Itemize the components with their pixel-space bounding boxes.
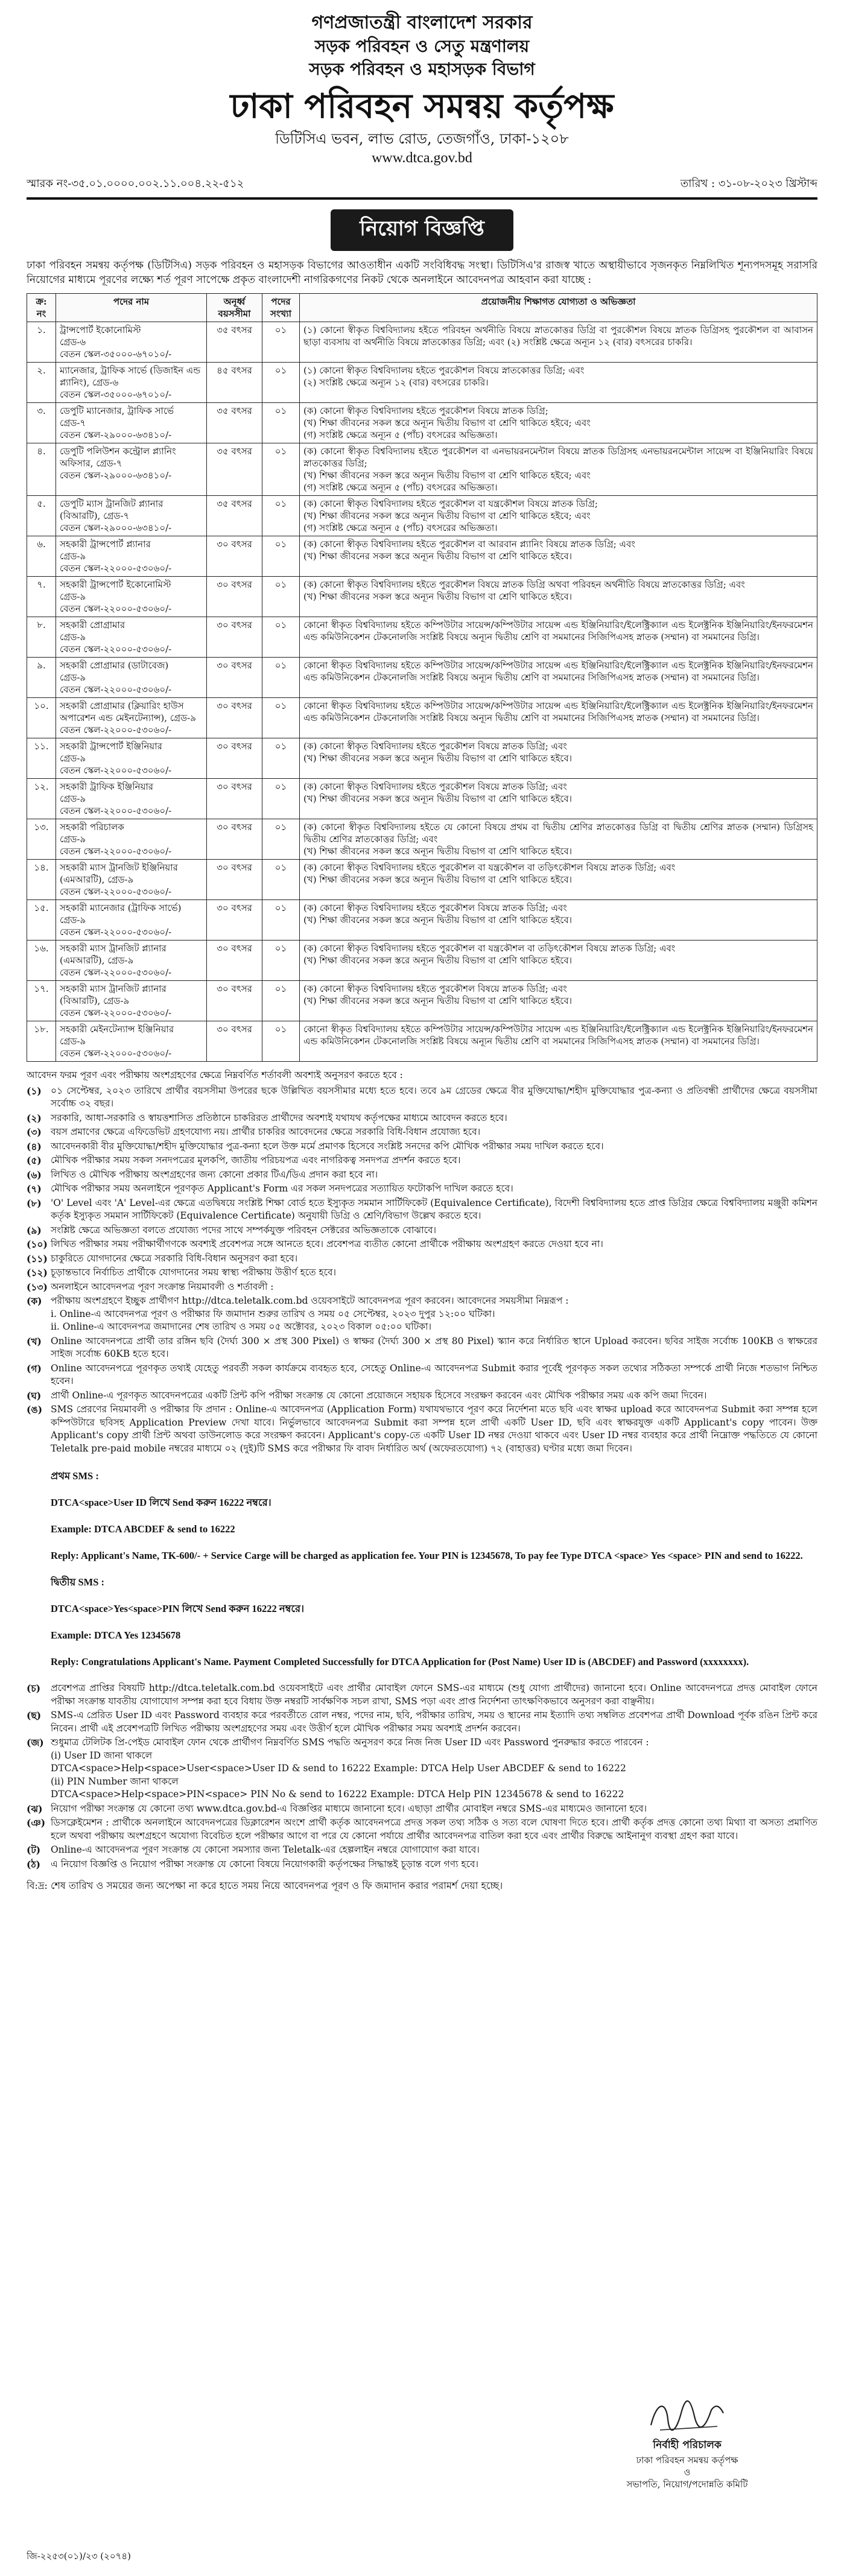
rule-text: ডিসক্লেইমেশন : প্রার্থীকে অনলাইনে আবেদনপত্রের ডিক্লারেশন অংশে প্রার্থী কর্তৃক আবেদনপত্রে প্রদত্ত সকল তথ্য সঠিক ও সত্য বলে ঘোষণা দিতে হবে। প্রার্থী কর্তৃক প্রদত্ত কোনো তথ্য মিথ্যা বা অসত্য প্রমাণিত হলে অথবা পরীক্ষায় অংশগ্রহণে অযোগ্য বিবেচিত হলে পরীক্ষার আগে বা পরে যে কোনো পর্যায়ে প্রার্থীর আবেদনপত্র বাতিল করা হবে এবং প্রার্থীর বিরুদ্ধে আইনানুগ ব্যবস্থা গ্রহণ করা যাবে।	[51, 1817, 817, 1841]
rule-index: (১৩)	[27, 1281, 48, 1293]
row-post-count: ০১	[262, 860, 300, 900]
col-header-age: অনূর্ধ্ব বয়সসীমা	[207, 294, 262, 322]
rule-text: মৌখিক পরীক্ষার সময় অনলাইনে পূরণকৃত Applicant's Form এর সকল সনদপত্রের সত্যায়িত ফটোকপি দাখিল করতে হবে।	[51, 1183, 513, 1194]
rule-item	[27, 1844, 817, 1857]
office-address: ডিটিসিএ ভবন, লাভ রোড, তেজগাঁও, ঢাকা-১২০৮	[275, 130, 569, 147]
rule-item	[27, 1112, 817, 1125]
signatory-title: নির্বাহী পরিচালক	[653, 2439, 722, 2451]
letterhead	[27, 11, 817, 168]
rule-text: এ নিয়োগ বিজ্ঞপ্তি ও নিয়োগ পরীক্ষা সংক্রান্ত যে কোনো বিষয়ে নিয়োগকারী কর্তৃপক্ষের সিদ্ধান্তই চূড়ান্ত বলে গণ্য হবে।	[51, 1858, 479, 1870]
row-post-name: সহকারী ট্রাফিক ইঞ্জিনিয়ার গ্রেড-৯ বেতন স্কেল-২২০০০-৫৩০৬০/-	[56, 779, 207, 819]
row-age-limit: ৩৫ বৎসর	[207, 443, 262, 496]
table-row	[27, 819, 817, 860]
rule-index: (৭)	[27, 1183, 42, 1194]
table-row	[27, 900, 817, 941]
row-serial: ৮.	[27, 617, 56, 658]
rule-text: প্রার্থী Online-এ পূরণকৃত আবেদনপত্রের একটি প্রিন্ট কপি পরীক্ষা সংক্রান্ত যে কোনো প্রয়োজনে সহায়ক হিসেবে সংরক্ষণ করবেন এবং মৌখিক পরীক্ষার সময় এক কপি জমা দিবেন।	[51, 1389, 707, 1401]
govt-name: গণপ্রজাতন্ত্রী বাংলাদেশ সরকার	[311, 12, 533, 33]
row-qualification: (ক) কোনো স্বীকৃত বিশ্ববিদ্যালয় হইতে যে কোনো বিষয়ে প্রথম বা দ্বিতীয় শ্রেণির স্নাতকোত্তর ডিগ্রি বা দ্বিতীয় শ্রেণির স্নাতক (সম্মান) ডিগ্রিসহ দ্বিতীয় শ্রেণির স্নাতকোত্তর ডিগ্রি; এবং (খ) শিক্ষা জীবনের সকল স্তরে অন্যূন দ্বিতীয় বিভাগ বা শ্রেণি থাকিতে হইবে।	[300, 819, 817, 860]
row-serial: ১২.	[27, 779, 56, 819]
row-age-limit: ৩০ বৎসর	[207, 617, 262, 658]
row-post-count: ০১	[262, 322, 300, 363]
rule-item	[27, 1335, 817, 1361]
row-qualification: (ক) কোনো স্বীকৃত বিশ্ববিদ্যালয় হইতে পুরকৌশল বিষয়ে স্নাতক ডিগ্রি; এবং (খ) শিক্ষা জীবনের সকল স্তরে অন্যূন দ্বিতীয় বিভাগ বা শ্রেণি থাকিতে হইবে।	[300, 981, 817, 1021]
rule-index: (ঘ)	[27, 1389, 42, 1401]
row-age-limit: ৩০ বৎসর	[207, 577, 262, 617]
rule-text: শুধুমাত্র টেলিটক প্রি-পেইড মোবাইল ফোন থেকে প্রার্থীগণ নিম্নবর্ণিত SMS পদ্ধতি অনুসরণ করে নিজ নিজ User ID এবং Password পুনরুদ্ধার করতে পারবেন : (i) User ID জানা থাকলে DTCA<space>Help<space>User<space>User ID & send to 16222 Example: DTCA Help User ABCDEF & send to 16222 (ii) PIN Number জানা থাকলে DTCA<space>Help<space>PIN<space> PIN No & send to 16222 Example: DTCA Help PIN 12345678 & send to 16222	[51, 1737, 649, 1800]
rule-text: নিয়োগ পরীক্ষা সংক্রান্ত যে কোনো তথ্য www.dtca.gov.bd-এ বিজ্ঞপ্তির মাধ্যমে জানানো হবে। এছাড়া প্রার্থীর মোবাইল নম্বরে SMS-এর মাধ্যমেও জানানো হবে।	[51, 1803, 647, 1814]
row-qualification: (১) কোনো স্বীকৃত বিশ্ববিদ্যালয় হইতে পরিবহন অর্থনীতি বিষয়ে স্নাতকোত্তর ডিগ্রি বা পুরকৌশল বিষয়ে স্নাতক ডিগ্রিসহ পুরকৌশল বা আবাসন ছাড়া ব্যবসায় বা অর্থনীতি বিষয়ে স্নাতকোত্তর ডিগ্রি; এবং (২) সংশ্লিষ্ট ক্ষেত্রে অন্যূন ১২ (বার) বৎসরের চাকরি।	[300, 322, 817, 363]
rule-item	[27, 1169, 817, 1182]
rule-index: (৩)	[27, 1126, 42, 1138]
rule-index: (১০)	[27, 1239, 48, 1250]
rule-text: মৌখিক পরীক্ষার সময় সকল সনদপত্রের মূলকপি, জাতীয় পরিচয়পত্র এবং নাগরিকত্ব সনদপত্র প্রদর্শন করতে হবে।	[51, 1155, 461, 1166]
rule-item	[27, 1816, 817, 1842]
sms-second-reply: Reply: Congratulations Applicant's Name. Payment Completed Successfully for DTCA Application for (Post Name) User ID is (ABCDEF) and Password (xxxxxxxx).	[51, 1656, 749, 1667]
row-post-name: সহকারী প্রোগ্রামার (ক্লিয়ারিং হাউস অপারেশন এন্ড মেইনটেন্যান্স), গ্রেড-৯ বেতন স্কেল-২২০০০-৫৩০৬০/-	[56, 698, 207, 738]
row-post-name: সহকারী ট্রান্সপোর্ট ইকোনোমিস্ট গ্রেড-৯ বেতন স্কেল-২২০০০-৫৩০৬০/-	[56, 577, 207, 617]
rule-item	[27, 1389, 817, 1403]
posts-table	[27, 293, 817, 1062]
row-qualification: (ক) কোনো স্বীকৃত বিশ্ববিদ্যালয় হইতে পুরকৌশল বা যন্ত্রকৌশল বিষয়ে স্নাতক ডিগ্রি; (খ) শিক্ষা জীবনের সকল স্তরে অন্যূন দ্বিতীয় বিভাগ বা শ্রেণি থাকিতে হইবে; এবং (গ) সংশ্লিষ্ট ক্ষেত্রে অন্যূন ৫ (পাঁচ) বৎসরের অভিজ্ঞতা।	[300, 496, 817, 536]
rule-text: চাকুরিতে যোগদানের ক্ষেত্রে সরকারি বিধি-বিধান অনুসরণ করা হবে।	[51, 1252, 298, 1264]
row-age-limit: ৩০ বৎসর	[207, 941, 262, 981]
table-row	[27, 738, 817, 779]
row-post-name: সহকারী ম্যাস ট্রানজিট প্ল্যানার (বিআরটি), গ্রেড-৯ বেতন স্কেল-২২০০০-৫৩০৬০/-	[56, 981, 207, 1021]
row-post-name: ডেপুটি ম্যানেজার, ট্রাফিক সার্ভে গ্রেড-৭ বেতন স্কেল-২৯০০০-৬৩৪১০/-	[56, 403, 207, 443]
table-row	[27, 617, 817, 658]
rule-index: (৬)	[27, 1169, 42, 1181]
row-post-name: সহকারী পরিচালক গ্রেড-৯ বেতন স্কেল-২২০০০-৫৩০৬০/-	[56, 819, 207, 860]
col-header-sl: ক্র: নং	[27, 294, 56, 322]
memo-date: তারিখ : ৩১-০৮-২০২৩ খ্রিস্টাব্দ	[680, 177, 817, 190]
rule-item	[27, 1736, 817, 1801]
row-age-limit: ৩০ বৎসর	[207, 860, 262, 900]
table-row	[27, 536, 817, 577]
row-qualification: কোনো স্বীকৃত বিশ্ববিদ্যালয় হইতে কম্পিউটার সায়েন্স/কম্পিউটার সায়েন্স এন্ড ইঞ্জিনিয়ারিং/ইলেক্ট্রিক্যাল এন্ড ইলেক্ট্রনিক ইঞ্জিনিয়ারিং/ইনফরমেশন এন্ড কমিউনিকেশন টেকনোলজি সংশ্লিষ্ট বিষয়ে অন্যূন দ্বিতীয় শ্রেণি বা সমমানের সিজিপিএসহ স্নাতক (সম্মান) বা সমমানের ডিগ্রি।	[300, 658, 817, 698]
table-row	[27, 698, 817, 738]
row-age-limit: ৩০ বৎসর	[207, 900, 262, 941]
intro-paragraph: ঢাকা পরিবহন সমন্বয় কর্তৃপক্ষ (ডিটিসিএ) সড়ক পরিবহন ও মহাসড়ক বিভাগের আওতাধীন একটি সংবিধিবদ্ধ সংস্থা। ডিটিসিএ'র রাজস্ব খাতে অস্থায়ীভাবে সৃজনকৃত নিম্নলিখিত শূন্যপদসমূহ সরাসরি নিয়োগের মাধ্যমে পূরণের লক্ষ্যে শর্ত পূরণ সাপেক্ষে প্রকৃত বাংলাদেশী নাগরিকগণের নিকট থেকে অনলাইনে আবেদনপত্র আহবান করা যাচ্ছে :	[27, 259, 817, 286]
rule-index: (ট)	[27, 1844, 41, 1856]
row-post-name: সহকারী ম্যাস ট্রানজিট প্ল্যানার (এমআরটি), গ্রেড-৯ বেতন স্কেল-২২০০০-৫৩০৬০/-	[56, 941, 207, 981]
rule-item	[27, 1709, 817, 1735]
table-row	[27, 363, 817, 403]
rule-text: ০১ সেপ্টেম্বর, ২০২৩ তারিখে প্রার্থীর বয়সসীমা উপরের ছকে উল্লিখিত বয়সসীমার মধ্যে হতে হবে। তবে ৯ম গ্রেডের ক্ষেত্রে বীর মুক্তিযোদ্ধা/শহীদ মুক্তিযোদ্ধার পুত্র-কন্যা ও প্রতিবন্ধী প্রার্থীদের ক্ষেত্রে বয়সসীমা সর্বোচ্চ ৩২ বছর।	[51, 1085, 817, 1109]
table-row	[27, 496, 817, 536]
row-serial: ১৬.	[27, 941, 56, 981]
row-age-limit: ৩০ বৎসর	[207, 819, 262, 860]
row-post-count: ০১	[262, 1021, 300, 1062]
row-age-limit: ৩০ বৎসর	[207, 738, 262, 779]
sms-second-example: Example: DTCA Yes 12345678	[51, 1629, 181, 1641]
rule-text: অনলাইনে আবেদনপত্র পূরণ সংক্রান্ত নিয়মাবলী ও শর্তাবলী :	[51, 1281, 274, 1292]
rule-item	[27, 1281, 817, 1294]
row-post-name: ডেপুটি ম্যাস ট্রানজিট প্ল্যানার (বিআরটি), গ্রেড-৭ বেতন স্কেল-২৯০০০-৬৩৪১০/-	[56, 496, 207, 536]
rule-text: প্রবেশপত্র প্রাপ্তির বিষয়টি http://dtca.teletalk.com.bd ওয়েবসাইটে এবং প্রার্থীর মোবাইল ফোনে SMS-এর মাধ্যমে (শুধু যোগ্য প্রার্থীদের) জানানো হবে। Online আবেদনপত্রে প্রদত্ত মোবাইল ফোনে পরীক্ষা সংক্রান্ত যাবতীয় যোগাযোগ সম্পন্ন করা হবে বিধায় উক্ত নম্বরটি সার্বক্ষণিক সচল রাখা, SMS পড়া এবং প্রাপ্ত নির্দেশনা তাৎক্ষণিকভাবে অনুসরণ করা বাঞ্ছনীয়।	[51, 1683, 817, 1707]
row-post-name: সহকারী ট্রান্সপোর্ট ইঞ্জিনিয়ার গ্রেড-৯ বেতন স্কেল-২২০০০-৫৩০৬০/-	[56, 738, 207, 779]
website-link[interactable]: www.dtca.gov.bd	[372, 150, 472, 166]
sms-first-command: DTCA<space>User ID লিখে Send করুন 16222 নম্বরে।	[51, 1497, 271, 1508]
row-qualification: (ক) কোনো স্বীকৃত বিশ্ববিদ্যালয় হইতে পুরকৌশল বা যন্ত্রকৌশল বা তড়িৎকৌশল বিষয়ে স্নাতক ডিগ্রি; এবং (খ) শিক্ষা জীবনের সকল স্তরে অন্যূন দ্বিতীয় বিভাগ বা শ্রেণি থাকিতে হইবে।	[300, 860, 817, 900]
title-wrap	[27, 209, 817, 251]
table-header-row	[27, 294, 817, 322]
rule-text: বয়স প্রমাণের ক্ষেত্রে এফিডেভিট গ্রহণযোগ্য নয়। প্রার্থীর চাকরির আবেদনের ক্ষেত্রে সরকারি বিধি-বিধান প্রযোজ্য হবে।	[51, 1126, 481, 1137]
row-post-name: সহকারী প্রোগ্রামার গ্রেড-৯ বেতন স্কেল-২২০০০-৫৩০৬০/-	[56, 617, 207, 658]
row-serial: ৯.	[27, 658, 56, 698]
rule-text: SMS-এ প্রেরিত User ID এবং Password ব্যবহার করে পরবর্তীতে রোল নম্বর, পদের নাম, ছবি, পরীক্ষার তারিখ, সময় ও স্থানের নাম ইত্যাদি তথ্য সম্বলিত প্রবেশপত্র প্রার্থী Download পূর্বক রঙিন প্রিন্ট করে নিবেন। প্রার্থী এই প্রবেশপত্রটি লিখিত পরীক্ষায় অংশগ্রহণের সময় এবং উত্তীর্ণ হলে মৌখিক পরীক্ষার সময় অবশ্যই প্রদর্শন করবেন।	[51, 1710, 817, 1734]
rule-item	[27, 1126, 817, 1139]
rule-item	[27, 1197, 817, 1223]
row-age-limit: ৩০ বৎসর	[207, 698, 262, 738]
table-row	[27, 941, 817, 981]
row-post-name: সহকারী প্রোগ্রামার (ডাটাবেজ) গ্রেড-৯ বেতন স্কেল-২২০০০-৫৩০৬০/-	[56, 658, 207, 698]
row-post-count: ০১	[262, 443, 300, 496]
row-serial: ৫.	[27, 496, 56, 536]
rule-index: (ঞ)	[27, 1817, 46, 1829]
rule-item	[27, 1085, 817, 1111]
division-name: সড়ক পরিবহন ও মহাসড়ক বিভাগ	[309, 59, 535, 79]
sms-second-label: দ্বিতীয় SMS :	[51, 1576, 105, 1588]
row-post-count: ০১	[262, 981, 300, 1021]
table-row	[27, 322, 817, 363]
sms-second-command: DTCA<space>Yes<space>PIN লিখে Send করুন 16222 নম্বরে।	[51, 1603, 305, 1614]
row-post-count: ০১	[262, 536, 300, 577]
important-note: বি:দ্র: শেষ তারিখ ও সময়ের জন্য অপেক্ষা না করে হাতে সময় নিয়ে আবেদনপত্র পূরণ ও ফি জমাদান করার পরামর্শ দেয়া হচ্ছে।	[27, 1880, 503, 1891]
rule-index: (ছ)	[27, 1710, 42, 1721]
rule-text: লিখিত পরীক্ষার সময় পরীক্ষার্থীগণকে অবশ্যই প্রবেশপত্র সঙ্গে আনতে হবে। প্রবেশপত্র ব্যতীত কোনো প্রার্থীকে পরীক্ষায় অংশগ্রহণ করতে দেওয়া হবে না।	[51, 1239, 603, 1249]
rule-item	[27, 1295, 817, 1334]
row-post-name: সহকারী ম্যাস ট্রানজিট ইঞ্জিনিয়ার (এমআরটি), গ্রেড-৯ বেতন স্কেল-২২০০০-৫৩০৬০/-	[56, 860, 207, 900]
col-header-post: পদের নাম	[56, 294, 207, 322]
signatory-committee: সভাপতি, নিয়োগ/পদোন্নতি কমিটি	[626, 2479, 748, 2490]
row-post-count: ০১	[262, 577, 300, 617]
row-qualification: (ক) কোনো স্বীকৃত বিশ্ববিদ্যালয় হইতে পুরকৌশল বিষয়ে স্নাতক ডিগ্রি; এবং (খ) শিক্ষা জীবনের সকল স্তরে অন্যূন দ্বিতীয় বিভাগ বা শ্রেণি থাকিতে হইবে।	[300, 738, 817, 779]
rule-item	[27, 1682, 817, 1708]
row-serial: ৪.	[27, 443, 56, 496]
row-age-limit: ৩০ বৎসর	[207, 536, 262, 577]
row-post-count: ০১	[262, 779, 300, 819]
rule-text: Online আবেদনপত্রে প্রার্থী তার রঙ্গিন ছবি (দৈর্ঘ্য 300 × প্রস্থ 300 Pixel) ও স্বাক্ষর (দৈর্ঘ্য 300 × প্রস্থ 80 Pixel) স্ক্যান করে নির্ধারিত স্থানে Upload করবেন। ছবির সাইজ সর্বোচ্চ 100KB ও স্বাক্ষরের সাইজ সর্বোচ্চ 60KB হতে হবে।	[51, 1335, 817, 1359]
rule-index: (গ)	[27, 1362, 42, 1374]
rule-index: (১২)	[27, 1267, 48, 1278]
row-post-name: ট্রান্সপোর্ট ইকোনোমিস্ট গ্রেড-৬ বেতন স্কেল-৩৫০০০-৬৭০১০/-	[56, 322, 207, 363]
row-qualification: (১) কোনো স্বীকৃত বিশ্ববিদ্যালয় হইতে পুরকৌশল বিষয়ে স্নাতকোত্তর ডিগ্রি; এবং (২) সংশ্লিষ্ট ক্ষেত্রে অন্যূন ১২ (বার) বৎসরের চাকরি।	[300, 363, 817, 403]
rule-item	[27, 1154, 817, 1167]
table-row	[27, 981, 817, 1021]
row-qualification: (ক) কোনো স্বীকৃত বিশ্ববিদ্যালয় হইতে পুরকৌশল বিষয়ে স্নাতক ডিগ্রি; এবং (খ) শিক্ষা জীবনের সকল স্তরে অন্যূন দ্বিতীয় বিভাগ বা শ্রেণি থাকিতে হইবে।	[300, 900, 817, 941]
rule-index: (চ)	[27, 1683, 41, 1694]
rule-item	[27, 1252, 817, 1266]
rule-index: (১)	[27, 1085, 42, 1097]
rule-item	[27, 1238, 817, 1251]
table-row	[27, 577, 817, 617]
rule-item	[27, 1803, 817, 1816]
row-serial: ১১.	[27, 738, 56, 779]
sms-instructions	[27, 1456, 817, 1682]
row-post-count: ০১	[262, 698, 300, 738]
rule-index: (৪)	[27, 1140, 42, 1152]
row-qualification: কোনো স্বীকৃত বিশ্ববিদ্যালয় হইতে কম্পিউটার সায়েন্স/কম্পিউটার সায়েন্স এন্ড ইঞ্জিনিয়ারিং/ইলেক্ট্রিক্যাল এন্ড ইলেক্ট্রনিক ইঞ্জিনিয়ারিং/ইনফরমেশন এন্ড কমিউনিকেশন টেকনোলজি সংশ্লিষ্ট বিষয়ে অন্যূন দ্বিতীয় শ্রেণি বা সমমানের সিজিপিএসহ স্নাতক (সম্মান) বা সমমানের ডিগ্রি।	[300, 617, 817, 658]
rule-item	[27, 1182, 817, 1196]
memo-ref: স্মারক নং-৩৫.০১.০০০০.০০২.১১.০০৪.২২-৫১২	[27, 177, 244, 190]
row-serial: ১.	[27, 322, 56, 363]
rule-item	[27, 1362, 817, 1388]
row-post-count: ০১	[262, 738, 300, 779]
rule-text: আবেদনকারী বীর মুক্তিযোদ্ধা/শহীদ মুক্তিযোদ্ধার পুত্র-কন্যা হলে উক্ত মর্মে প্রমাণক হিসেবে সংশ্লিষ্ট সনদের কপি মৌখিক পরীক্ষার সময় দাখিল করতে হবে।	[51, 1140, 604, 1152]
row-serial: ১০.	[27, 698, 56, 738]
row-age-limit: ৩০ বৎসর	[207, 1021, 262, 1062]
row-age-limit: ৩০ বৎসর	[207, 779, 262, 819]
rules-intro: আবেদন ফরম পূরণ এবং পরীক্ষায় অংশগ্রহণের ক্ষেত্রে নিম্নবর্ণিত শর্তাবলী অবশ্যই অনুসরণ করতে হবে :	[27, 1070, 403, 1080]
row-serial: ১৫.	[27, 900, 56, 941]
signatory-and: ও	[684, 2467, 691, 2478]
row-post-name: ডেপুটি পলিউশন কন্ট্রোল প্ল্যানিং অফিসার, গ্রেড-৭ বেতন স্কেল-২৯০০০-৬৩৪১০/-	[56, 443, 207, 496]
row-age-limit: ৩৫ বৎসর	[207, 403, 262, 443]
table-row	[27, 860, 817, 900]
row-age-limit: ৩০ বৎসর	[207, 981, 262, 1021]
rule-text: 'O' Level এবং 'A' Level-এর ক্ষেত্রে এতদ্বিষয়ে সংশ্লিষ্ট শিক্ষা বোর্ড হতে ইস্যুকৃত সমমান সার্টিফিকেট (Equivalence Certificate), বিদেশী বিশ্ববিদ্যালয় হতে প্রাপ্ত ডিগ্রির ক্ষেত্রে বিশ্ববিদ্যালয় মঞ্জুরী কমিশন কর্তৃক ইস্যুকৃত সমমান সার্টিফিকেট (Equivalence Certificate) অনুযায়ী ডিগ্রি ও শ্রেণি/বিভাগ উল্লেখ করতে হবে।	[51, 1197, 817, 1221]
rule-item	[27, 1858, 817, 1871]
rule-index: (১১)	[27, 1252, 48, 1264]
ministry-name: সড়ক পরিবহন ও সেতু মন্ত্রণালয়	[314, 36, 530, 56]
handwritten-signature-icon	[639, 2395, 735, 2437]
row-age-limit: ৩৫ বৎসর	[207, 496, 262, 536]
rule-text: সরকারি, আধা-সরকারি ও স্বায়ত্তশাসিত প্রতিষ্ঠানে চাকরিরত প্রার্থীদের অবশ্যই যথাযথ কর্তৃপক্ষের মাধ্যমে আবেদন করতে হবে।	[51, 1112, 507, 1123]
rules-section	[27, 1069, 817, 1871]
row-post-count: ০১	[262, 617, 300, 658]
signature-mark	[597, 2395, 778, 2437]
rule-index: (ঙ)	[27, 1404, 43, 1415]
row-qualification: (ক) কোনো স্বীকৃত বিশ্ববিদ্যালয় হইতে পুরকৌশল বিষয়ে স্নাতক ডিগ্রি; এবং (খ) শিক্ষা জীবনের সকল স্তরে অন্যূন দ্বিতীয় বিভাগ বা শ্রেণি থাকিতে হইবে।	[300, 779, 817, 819]
rule-index: (৮)	[27, 1197, 42, 1209]
row-serial: ১৮.	[27, 1021, 56, 1062]
row-post-count: ০১	[262, 900, 300, 941]
row-qualification: (ক) কোনো স্বীকৃত বিশ্ববিদ্যালয় হইতে পুরকৌশল বিষয়ে স্নাতক ডিগ্রি; (খ) শিক্ষা জীবনের সকল স্তরে অন্যূন দ্বিতীয় বিভাগ বা শ্রেণি থাকিতে হইবে; এবং (গ) সংশ্লিষ্ট ক্ষেত্রে অন্যূন ৫ (পাঁচ) বৎসরের অভিজ্ঞতা।	[300, 403, 817, 443]
rule-text: Online-এ আবেদনপত্র পূরণ সংক্রান্ত যে কোনো সমস্যার জন্য Teletalk-এর হেল্পলাইন নম্বরে যোগাযোগ করা যাবে।	[51, 1844, 480, 1855]
row-post-name: ম্যানেজার, ট্রাফিক সার্ভে (ডিজাইন এন্ড প্ল্যানিং), গ্রেড-৬ বেতন স্কেল-৩৫০০০-৬৭০১০/-	[56, 363, 207, 403]
row-age-limit: ৪৫ বৎসর	[207, 363, 262, 403]
row-post-name: সহকারী ম্যানেজার (ট্রাফিক সার্ভে) গ্রেড-৯ বেতন স্কেল-২২০০০-৫৩০৬০/-	[56, 900, 207, 941]
row-post-count: ০১	[262, 658, 300, 698]
row-post-count: ০১	[262, 363, 300, 403]
table-row	[27, 779, 817, 819]
print-code: জি-২২৫৩(০১)/২৩ (২০৭৪)	[27, 2551, 131, 2562]
table-row	[27, 403, 817, 443]
row-post-count: ০১	[262, 403, 300, 443]
row-post-name: সহকারী মেইনটেন্যান্স ইঞ্জিনিয়ার গ্রেড-৯ বেতন স্কেল-২২০০০-৫৩০৬০/-	[56, 1021, 207, 1062]
rule-index: (ঠ)	[27, 1858, 40, 1870]
rule-item	[27, 1224, 817, 1237]
row-serial: ৩.	[27, 403, 56, 443]
rule-index: (ক)	[27, 1295, 42, 1307]
row-serial: ৬.	[27, 536, 56, 577]
row-post-name: সহকারী ট্রান্সপোর্ট প্ল্যানার গ্রেড-৯ বেতন স্কেল-২২০০০-৫৩০৬০/-	[56, 536, 207, 577]
rule-item	[27, 1140, 817, 1153]
rule-text: সংশ্লিষ্ট ক্ষেত্রে অভিজ্ঞতা বলতে প্রযোজ্য পদের সাথে সম্পর্কযুক্ত পরিবহন সেক্টরের অভিজ্ঞতাকে বোঝাবে।	[51, 1224, 436, 1236]
rule-text: চূড়ান্তভাবে নির্বাচিত প্রার্থীকে যোগদানের সময় স্বাস্থ্য পরীক্ষায় উত্তীর্ণ হতে হবে।	[51, 1267, 337, 1278]
row-post-count: ০১	[262, 941, 300, 981]
rule-index: (৫)	[27, 1155, 42, 1166]
row-serial: ১৪.	[27, 860, 56, 900]
col-header-qualification: প্রয়োজনীয় শিক্ষাগত যোগ্যতা ও অভিজ্ঞতা	[300, 294, 817, 322]
rule-index: (জ)	[27, 1737, 44, 1748]
sms-first-example: Example: DTCA ABCDEF & send to 16222	[51, 1523, 235, 1535]
row-qualification: (ক) কোনো স্বীকৃত বিশ্ববিদ্যালয় হইতে পুরকৌশল বা এনভায়রনমেন্টাল বিষয়ে স্নাতক ডিগ্রিসহ এনভায়রনমেন্টাল সায়েন্স বা ইঞ্জিনিয়ারিং বিষয়ে স্নাতকোত্তর ডিগ্রি; (খ) শিক্ষা জীবনের সকল স্তরে অন্যূন দ্বিতীয় বিভাগ বা শ্রেণি থাকিতে হইবে; এবং (গ) সংশ্লিষ্ট ক্ষেত্রে অন্যূন ৫ (পাঁচ) বৎসরের অভিজ্ঞতা।	[300, 443, 817, 496]
rule-text: SMS প্রেরণের নিয়মাবলী ও পরীক্ষার ফি প্রদান : Online-এ আবেদনপত্র (Application Form) যথাযথভাবে পূরণ করে নির্দেশনা মতে ছবি এবং স্বাক্ষর upload করে আবেদনপত্র Submit করা সম্পন্ন হলে কম্পিউটারে ছবিসহ Application Preview দেখা যাবে। নির্ভুলভাবে আবেদনপত্র Submit করা সম্পন্ন হলে প্রার্থী একটি User ID, ছবি এবং স্বাক্ষরযুক্ত একটি Applicant's copy পাবেন। উক্ত Applicant's copy প্রার্থী প্রিন্ট অথবা ডাউনলোড করে সংরক্ষণ করবেন। Applicant's copy-তে একটি User ID নম্বর দেওয়া থাকবে এবং User ID নম্বর ব্যবহার করে প্রার্থী নিম্নোক্ত পদ্ধতিতে যে কোনো Teletalk pre-paid mobile নম্বরের মাধ্যমে ০২ (দুই)টি SMS করে পরীক্ষার ফি বাবদ নির্ধারিত অর্থ (অফেরতযোগ্য) ৭২ (বাহাত্তর) ঘণ্টার মধ্যে জমা দিবেন।	[51, 1404, 817, 1454]
sms-first-reply: Reply: Applicant's Name, TK-600/- + Service Carge will be charged as application fee. Your PIN is 12345678, To pay fee Type DTCA <space> Yes <space> PIN and send to 16222.	[51, 1550, 803, 1561]
row-qualification: (ক) কোনো স্বীকৃত বিশ্ববিদ্যালয় হইতে পুরকৌশল বা যন্ত্রকৌশল বা তড়িৎকৌশল বিষয়ে স্নাতক ডিগ্রি; এবং (খ) শিক্ষা জীবনের সকল স্তরে অন্যূন দ্বিতীয় বিভাগ বা শ্রেণি থাকিতে হইবে।	[300, 941, 817, 981]
col-header-count: পদের সংখ্যা	[262, 294, 300, 322]
row-serial: ২.	[27, 363, 56, 403]
table-row	[27, 443, 817, 496]
row-qualification: কোনো স্বীকৃত বিশ্ববিদ্যালয় হইতে কম্পিউটার সায়েন্স/কম্পিউটার সায়েন্স এন্ড ইঞ্জিনিয়ারিং/ইলেক্ট্রিক্যাল এন্ড ইলেক্ট্রনিক ইঞ্জিনিয়ারিং/ইনফরমেশন এন্ড কমিউনিকেশন টেকনোলজি সংশ্লিষ্ট বিষয়ে অন্যূন দ্বিতীয় শ্রেণি বা সমমানের সিজিপিএসহ স্নাতক (সম্মান) বা সমমানের ডিগ্রি।	[300, 698, 817, 738]
row-qualification: কোনো স্বীকৃত বিশ্ববিদ্যালয় হইতে কম্পিউটার সায়েন্স/কম্পিউটার সায়েন্স এন্ড ইঞ্জিনিয়ারিং/ইলেক্ট্রিক্যাল এন্ড ইলেক্ট্রনিক ইঞ্জিনিয়ারিং/ইনফরমেশন এন্ড কমিউনিকেশন টেকনোলজি সংশ্লিষ্ট বিষয়ে অন্যূন দ্বিতীয় শ্রেণি বা সমমানের সিজিপিএসহ স্নাতক (সম্মান) বা সমমানের ডিগ্রি।	[300, 1021, 817, 1062]
sms-first-label: প্রথম SMS :	[51, 1470, 99, 1482]
rule-item	[27, 1266, 817, 1280]
rule-text: লিখিত ও মৌখিক পরীক্ষায় অংশগ্রহণের জন্য কোনো প্রকার টিএ/ডিএ প্রদান করা হবে না।	[51, 1169, 378, 1180]
table-row	[27, 658, 817, 698]
row-serial: ১৩.	[27, 819, 56, 860]
rule-index: (খ)	[27, 1335, 42, 1347]
rule-index: (ঝ)	[27, 1803, 43, 1815]
rule-text: পরীক্ষায় অংশগ্রহণে ইচ্ছুক প্রার্থীগণ http://dtca.teletalk.com.bd ওয়েবসাইটে আবেদনপত্র পূরণ করবেন। আবেদনের সময়সীমা নিম্নরূপ : i. Online-এ আবেদনপত্র পূরণ ও পরীক্ষার ফি জমাদান শুরুর তারিখ ও সময় ০৫ সেপ্টেম্বর, ২০২৩ দুপুর ১২:০০ ঘটিকা। ii. Online-এ আবেদনপত্র জমাদানের শেষ তারিখ ও সময় ০৫ অক্টোবর, ২০২৩ বিকাল ০৫:০০ ঘটিকা।	[51, 1295, 569, 1332]
row-qualification: (ক) কোনো স্বীকৃত বিশ্ববিদ্যালয় হইতে পুরকৌশল বা আরবান প্ল্যানিং বিষয়ে স্নাতক ডিগ্রি; এবং (খ) শিক্ষা জীবনের সকল স্তরে অন্যূন দ্বিতীয় বিভাগ বা শ্রেণি থাকিতে হইবে।	[300, 536, 817, 577]
row-post-count: ০১	[262, 819, 300, 860]
signatory-office: ঢাকা পরিবহন সমন্বয় কর্তৃপক্ষ	[636, 2455, 738, 2466]
row-age-limit: ৩০ বৎসর	[207, 658, 262, 698]
row-qualification: (ক) কোনো স্বীকৃত বিশ্ববিদ্যালয় হইতে পুরকৌশল বিষয়ে স্নাতক ডিগ্রি অথবা পরিবহন অর্থনীতি বিষয়ে স্নাতকোত্তর ডিগ্রি; এবং (খ) শিক্ষা জীবনের সকল স্তরে অন্যূন দ্বিতীয় বিভাগ বা শ্রেণি থাকিতে হইবে।	[300, 577, 817, 617]
authority-name: ঢাকা পরিবহন সমন্বয় কর্তৃপক্ষ	[230, 86, 614, 126]
rule-index: (২)	[27, 1112, 42, 1124]
row-serial: ১৭.	[27, 981, 56, 1021]
notice-title: নিয়োগ বিজ্ঞপ্তি	[331, 209, 513, 251]
rule-item	[27, 1403, 817, 1455]
row-serial: ৭.	[27, 577, 56, 617]
rule-text: Online আবেদনপত্রে পূরণকৃত তথ্যই যেহেতু পরবর্তী সকল কার্যক্রমে ব্যবহৃত হবে, সেহেতু Online-এ আবেদনপত্র Submit করার পূর্বেই পূরণকৃত সকল তথ্যের সঠিকতা সম্পর্কে প্রার্থী নিজে শতভাগ নিশ্চিত হবেন।	[51, 1362, 817, 1386]
rule-index: (৯)	[27, 1224, 42, 1236]
signature-block	[597, 2395, 778, 2490]
row-post-count: ০১	[262, 496, 300, 536]
table-row	[27, 1021, 817, 1062]
memo-line	[27, 175, 817, 200]
row-age-limit: ৩৫ বৎসর	[207, 322, 262, 363]
